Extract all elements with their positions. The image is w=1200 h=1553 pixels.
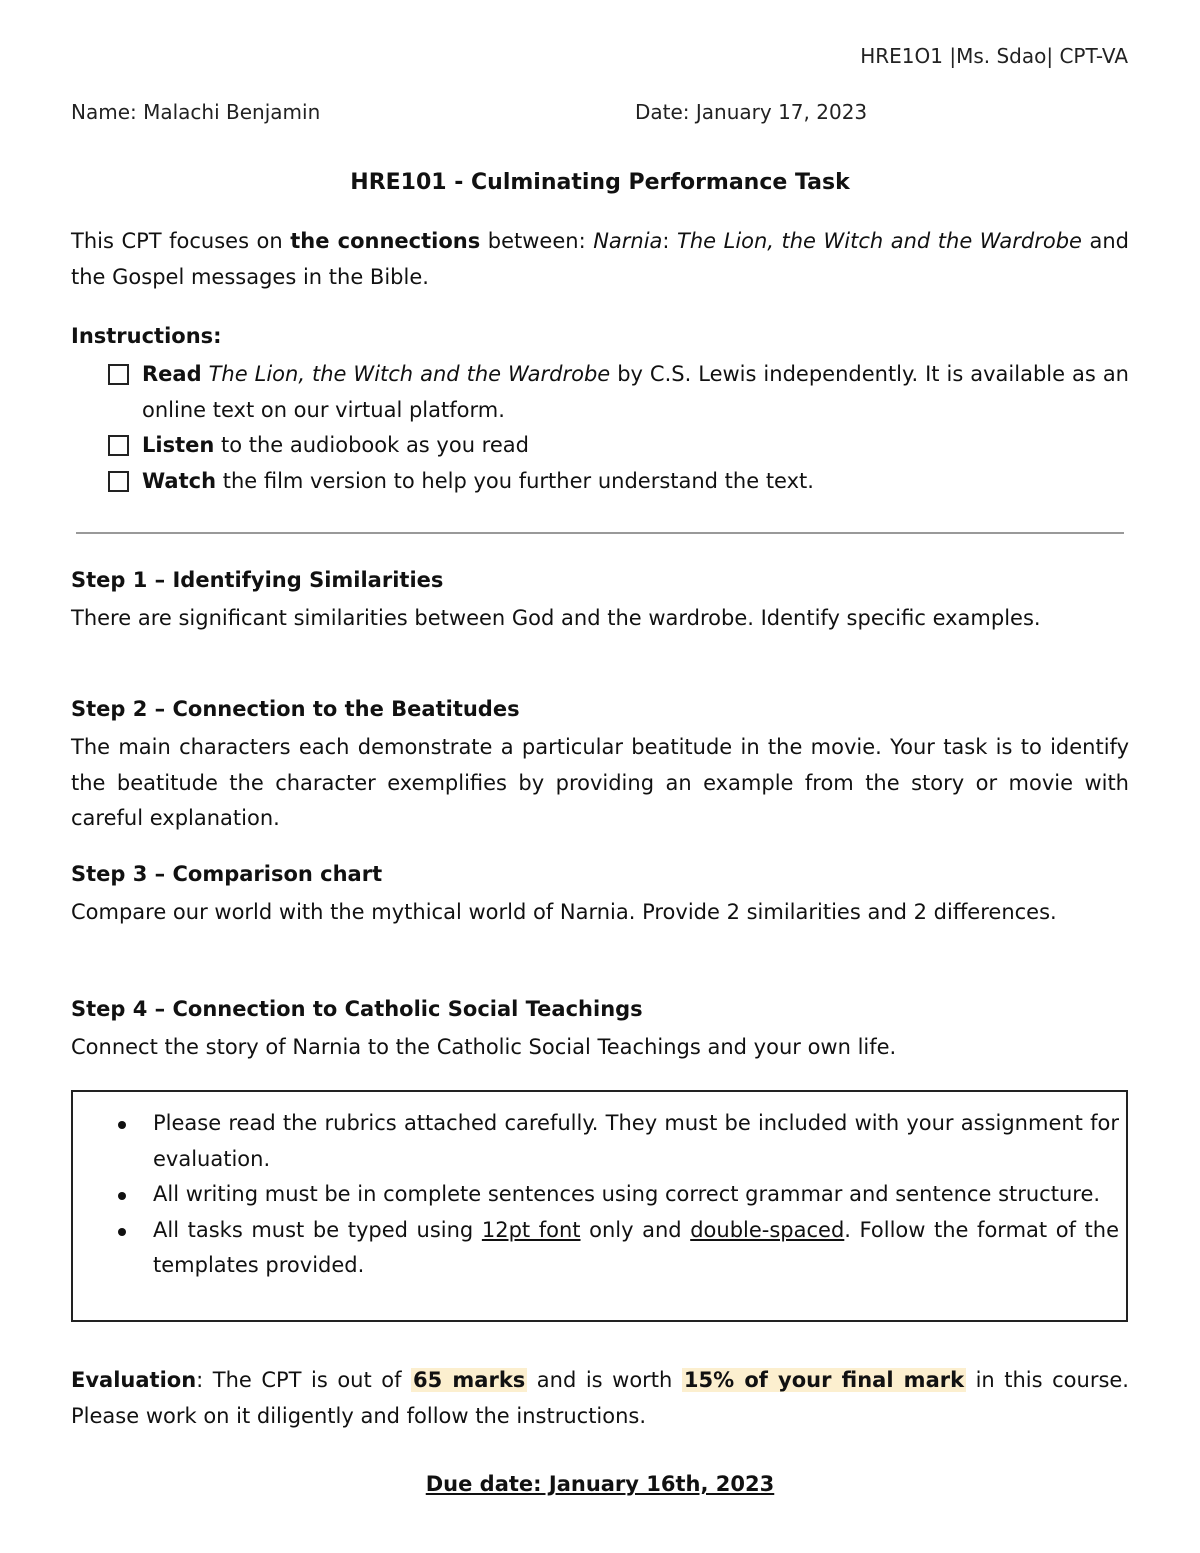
step-1-title: Step 1 – Identifying Similarities <box>71 568 444 592</box>
highlight-marks: 65 marks <box>413 1368 526 1392</box>
course-header: HRE1O1 |Ms. Sdao| CPT-VA <box>860 44 1128 68</box>
checkbox-icon <box>108 471 129 492</box>
notes-item: All tasks must be typed using 12pt font only and double-spaced. Follow the format of the templates provided. <box>113 1213 1119 1284</box>
instructions-checklist <box>108 357 1129 499</box>
step-2-title: Step 2 – Connection to the Beatitudes <box>71 697 520 721</box>
checkbox-icon <box>108 364 129 385</box>
step-2-body: The main characters each demonstrate a particular beatitude in the movie. Your task is to identify the beatitude the character exemplifies by providing an example from the story or movie with careful explanation. <box>71 735 1129 830</box>
notes-list <box>113 1106 1119 1284</box>
horizontal-divider <box>76 532 1124 534</box>
document-date: Date: January 17, 2023 <box>635 100 868 124</box>
checkbox-icon <box>108 435 129 456</box>
notes-item: Please read the rubrics attached carefully. They must be included with your assignment for evaluation. <box>113 1106 1119 1177</box>
student-name: Name: Malachi Benjamin <box>71 100 321 124</box>
checklist-item: Listen to the audiobook as you read <box>108 428 1129 464</box>
evaluation-paragraph: Evaluation: The CPT is out of 65 marks and is worth 15% of your final mark in this course. Please work on it diligently and follow the instructions. <box>71 1368 1129 1428</box>
bullet-icon <box>118 1121 126 1129</box>
notes-item: All writing must be in complete sentences using correct grammar and sentence structure. <box>113 1177 1119 1213</box>
step-4-body: Connect the story of Narnia to the Catholic Social Teachings and your own life. <box>71 1035 897 1059</box>
intro-paragraph: This CPT focuses on the connections between: Narnia: The Lion, the Witch and the Wardrobe and the Gospel messages in the Bible. <box>71 229 1129 289</box>
checklist-item: Watch the film version to help you further understand the text. <box>108 464 1129 500</box>
due-date: Due date: January 16th, 2023 <box>425 1472 775 1496</box>
bullet-icon <box>118 1192 126 1200</box>
step-3-title: Step 3 – Comparison chart <box>71 862 383 886</box>
step-1-body: There are significant similarities between God and the wardrobe. Identify specific examples. <box>71 606 1041 630</box>
step-4-title: Step 4 – Connection to Catholic Social Teachings <box>71 997 643 1021</box>
page-title: HRE101 - Culminating Performance Task <box>350 170 850 195</box>
highlight-percent: 15% of your final mark <box>683 1368 965 1392</box>
bullet-icon <box>118 1228 126 1236</box>
checklist-item: Read The Lion, the Witch and the Wardrobe by C.S. Lewis independently. It is available as an online text on our virtual platform. <box>108 357 1129 428</box>
step-3-body: Compare our world with the mythical world of Narnia. Provide 2 similarities and 2 differences. <box>71 900 1057 924</box>
instructions-heading: Instructions: <box>71 324 222 348</box>
notes-box <box>71 1090 1128 1322</box>
